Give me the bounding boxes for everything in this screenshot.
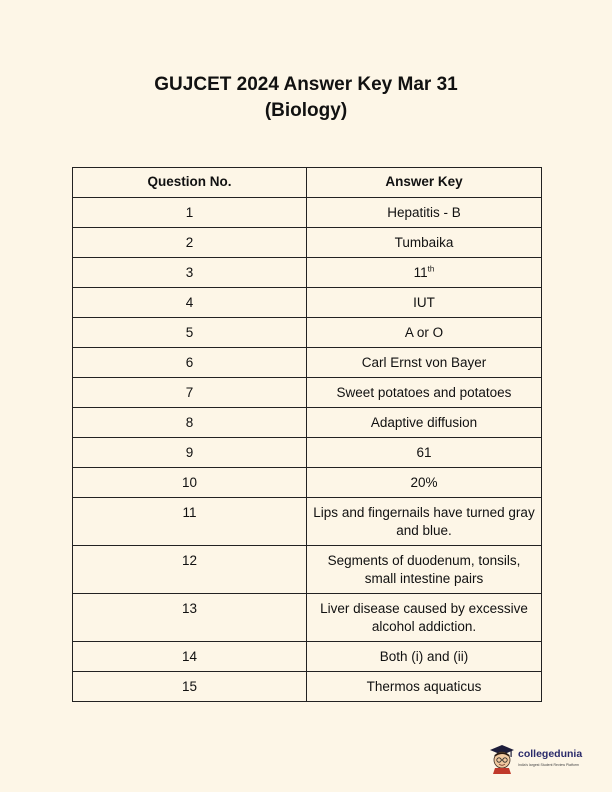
logo-wordmark: collegedunia	[518, 748, 583, 760]
question-number: 12	[73, 546, 307, 594]
question-number: 9	[73, 438, 307, 468]
table-row	[73, 258, 542, 288]
table-row	[73, 594, 542, 642]
question-number: 5	[73, 318, 307, 348]
collegedunia-logo	[489, 744, 589, 776]
answer-text: Liver disease caused by excessive alcohol addiction.	[307, 594, 542, 642]
answer-text: A or O	[307, 318, 542, 348]
table-row	[73, 438, 542, 468]
question-number: 7	[73, 378, 307, 408]
question-number: 2	[73, 228, 307, 258]
answer-text: Sweet potatoes and potatoes	[307, 378, 542, 408]
answer-text: Lips and fingernails have turned gray and blue.	[307, 498, 542, 546]
table-header-row	[73, 168, 542, 198]
answer-text: IUT	[307, 288, 542, 318]
answer-key-table	[72, 167, 542, 702]
question-number: 11	[73, 498, 307, 546]
answer-text: Carl Ernst von Bayer	[307, 348, 542, 378]
header-answer-key: Answer Key	[307, 168, 542, 198]
question-number: 6	[73, 348, 307, 378]
answer-text: 61	[307, 438, 542, 468]
table-row	[73, 546, 542, 594]
question-number: 14	[73, 642, 307, 672]
answer-text: Both (i) and (ii)	[307, 642, 542, 672]
answer-text: 20%	[307, 468, 542, 498]
table-row	[73, 408, 542, 438]
question-number: 1	[73, 198, 307, 228]
question-number: 13	[73, 594, 307, 642]
title-line-2: (Biology)	[264, 100, 348, 121]
table-row	[73, 468, 542, 498]
table-row	[73, 198, 542, 228]
title-line-1: GUJCET 2024 Answer Key Mar 31	[154, 74, 458, 95]
answer-superscript: th	[427, 264, 435, 274]
table-row	[73, 288, 542, 318]
question-number: 8	[73, 408, 307, 438]
answer-text: Tumbaika	[307, 228, 542, 258]
answer-text: Segments of duodenum, tonsils, small intestine pairs	[307, 546, 542, 594]
table-row	[73, 318, 542, 348]
table-row	[73, 228, 542, 258]
table-row	[73, 642, 542, 672]
question-number: 4	[73, 288, 307, 318]
logo-tagline: India's largest Student Review Platform	[518, 763, 579, 767]
table-row	[73, 498, 542, 546]
table-row	[73, 348, 542, 378]
answer-base: 11	[413, 265, 428, 280]
answer-text: Hepatitis - B	[307, 198, 542, 228]
answer-text	[307, 258, 542, 288]
answer-text: Thermos aquaticus	[307, 672, 542, 702]
question-number: 3	[73, 258, 307, 288]
question-number: 10	[73, 468, 307, 498]
page-title	[0, 72, 612, 124]
table-row	[73, 378, 542, 408]
question-number: 15	[73, 672, 307, 702]
answer-text: Adaptive diffusion	[307, 408, 542, 438]
student-mascot-icon	[489, 744, 515, 774]
table-row	[73, 672, 542, 702]
header-question-no: Question No.	[73, 168, 307, 198]
